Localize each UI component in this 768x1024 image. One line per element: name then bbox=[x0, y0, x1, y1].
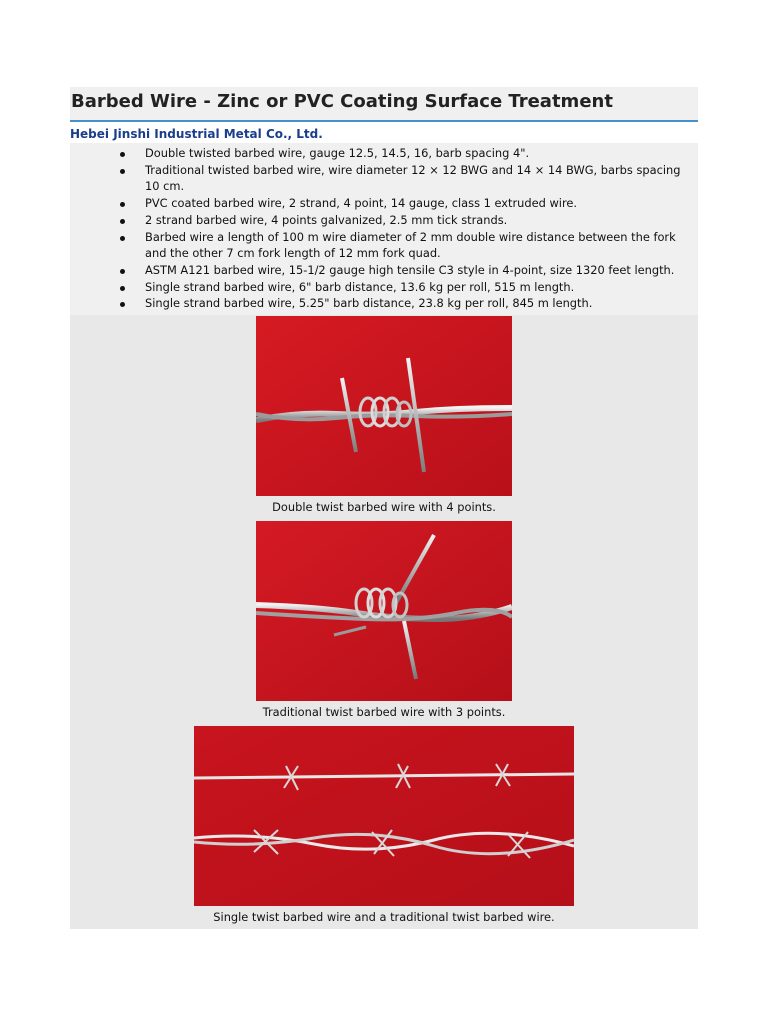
figure-area bbox=[70, 315, 698, 929]
list-item bbox=[115, 279, 698, 296]
spec-list bbox=[70, 145, 698, 312]
list-item-text: Single strand barbed wire, 5.25" barb distance, 23.8 kg per roll, 845 m length. bbox=[145, 296, 593, 311]
page-title: Barbed Wire - Zinc or PVC Coating Surface Treatment bbox=[71, 91, 613, 112]
figure-traditional-twist bbox=[70, 521, 698, 720]
list-item-text: 2 strand barbed wire, 4 points galvanized, 2.5 mm tick strands. bbox=[145, 212, 508, 227]
list-item-text: Traditional twisted barbed wire, wire diameter 12 × 12 BWG and 14 × 14 BWG, barbs spacing 10 cm. bbox=[145, 162, 681, 194]
company-name: Hebei Jinshi Industrial Metal Co., Ltd. bbox=[70, 127, 323, 141]
list-item bbox=[115, 195, 698, 212]
list-item bbox=[115, 229, 698, 262]
list-item bbox=[115, 295, 698, 312]
bullet-icon bbox=[120, 302, 125, 307]
list-item-text: ASTM A121 barbed wire, 15-1/2 gauge high tensile C3 style in 4-point, size 1320 feet length. bbox=[145, 262, 675, 277]
photo-traditional-twist-barbed-wire bbox=[256, 521, 512, 701]
spec-list-section bbox=[70, 143, 698, 315]
list-item bbox=[115, 262, 698, 279]
bullet-icon bbox=[120, 169, 125, 174]
bullet-icon bbox=[120, 202, 125, 207]
document-page bbox=[70, 87, 698, 929]
list-item-text: Double twisted barbed wire, gauge 12.5, 14.5, 16, barb spacing 4". bbox=[145, 146, 530, 160]
title-bar bbox=[70, 87, 698, 122]
bullet-icon bbox=[120, 219, 125, 224]
photo-single-and-traditional-barbed-wire bbox=[194, 726, 574, 906]
list-item-text: PVC coated barbed wire, 2 strand, 4 point, 14 gauge, class 1 extruded wire. bbox=[145, 196, 578, 211]
figure-double-twist bbox=[70, 316, 698, 515]
list-item bbox=[115, 162, 698, 195]
list-item bbox=[115, 212, 698, 229]
bullet-icon bbox=[120, 236, 125, 241]
bullet-icon bbox=[120, 269, 125, 274]
list-item bbox=[115, 145, 698, 162]
figure-caption: Single twist barbed wire and a traditional twist barbed wire. bbox=[213, 910, 555, 925]
bullet-icon bbox=[120, 286, 125, 291]
figure-single-and-traditional bbox=[70, 726, 698, 925]
photo-double-twist-barbed-wire bbox=[256, 316, 512, 496]
figure-caption: Double twist barbed wire with 4 points. bbox=[272, 500, 496, 515]
figure-caption: Traditional twist barbed wire with 3 points. bbox=[262, 705, 506, 720]
bullet-icon bbox=[120, 152, 125, 157]
list-item-text: Barbed wire a length of 100 m wire diameter of 2 mm double wire distance between the fork and the other 7 cm fork length of 12 mm fork quad. bbox=[145, 229, 676, 261]
list-item-text: Single strand barbed wire, 6" barb distance, 13.6 kg per roll, 515 m length. bbox=[145, 279, 575, 294]
